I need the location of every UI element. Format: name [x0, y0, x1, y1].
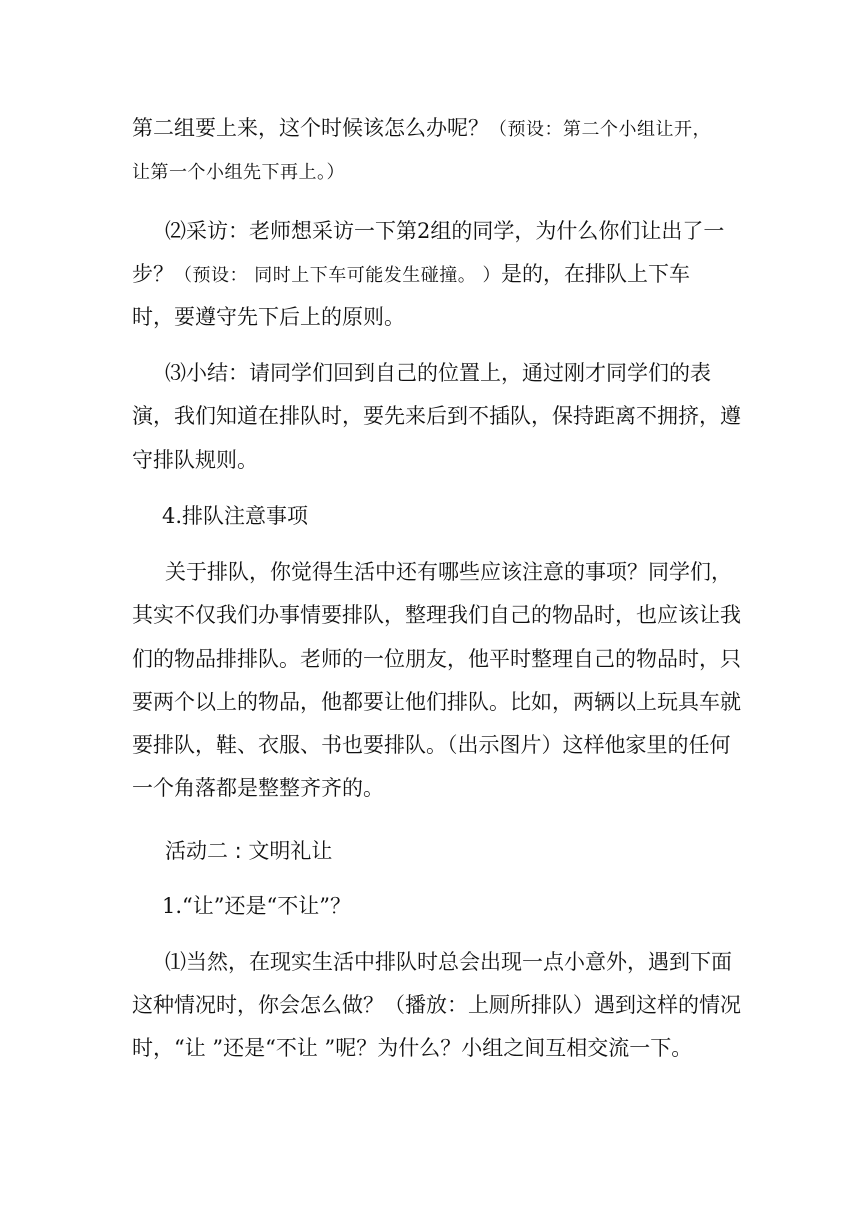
- activity-heading: 活动二 : 文明礼让: [165, 839, 333, 863]
- section-heading: 4.排队注意事项: [162, 504, 309, 528]
- section-heading: 1.“让”还是“不让”？: [162, 894, 351, 918]
- text-line: 要两个以上的物品，他都要让他们排队。比如，两辆以上玩具车就: [132, 690, 741, 714]
- text-line: 其实不仅我们办事情要排队，整理我们自己的物品时，也应该让我: [132, 603, 741, 627]
- note-text: （预设：第二个小组让开，: [489, 119, 711, 140]
- text-line: ⑴当然，在现实生活中排队时总会出现一点小意外，遇到下面: [165, 950, 732, 974]
- body-text: 是的，在排队上下车: [500, 262, 690, 286]
- text-line: 这种情况时，你会怎么做？（播放：上厕所排队）遇到这样的情况: [132, 993, 741, 1017]
- text-line: [132, 259, 690, 289]
- body-text: 步？: [132, 262, 174, 286]
- note-text: （预设： 同时上下车可能发生碰撞。 ）: [174, 265, 501, 286]
- text-line: 要排队，鞋、衣服、书也要排队。（出示图片）这样他家里的任何: [132, 733, 731, 757]
- body-text: 第二组要上来，这个时候该怎么办呢？: [132, 116, 489, 140]
- text-line: 时，要遵守先下后上的原则。: [132, 305, 405, 329]
- text-line: 演，我们知道在排队时，要先来后到不插队，保持距离不拥挤，遵: [132, 404, 741, 428]
- text-line: 一个角落都是整整齐齐的。: [132, 776, 384, 800]
- text-line: 们的物品排排队。老师的一位朋友，他平时整理自己的物品时，只: [132, 647, 741, 671]
- text-line: [132, 113, 711, 143]
- text-line: ⑵采访：老师想采访一下第2组的同学，为什么你们让出了一: [165, 219, 725, 243]
- text-line: 时，“让 ”还是“不让 ”呢？为什么？小组之间互相交流一下。: [132, 1036, 693, 1060]
- text-line: 守排队规则。: [132, 448, 258, 472]
- text-line: ⑶小结：请同学们回到自己的位置上，通过刚才同学们的表: [165, 361, 711, 385]
- note-line: 让第一个小组先下再上。）: [132, 162, 345, 183]
- text-line: 关于排队，你觉得生活中还有哪些应该注意的事项？同学们，: [165, 560, 732, 584]
